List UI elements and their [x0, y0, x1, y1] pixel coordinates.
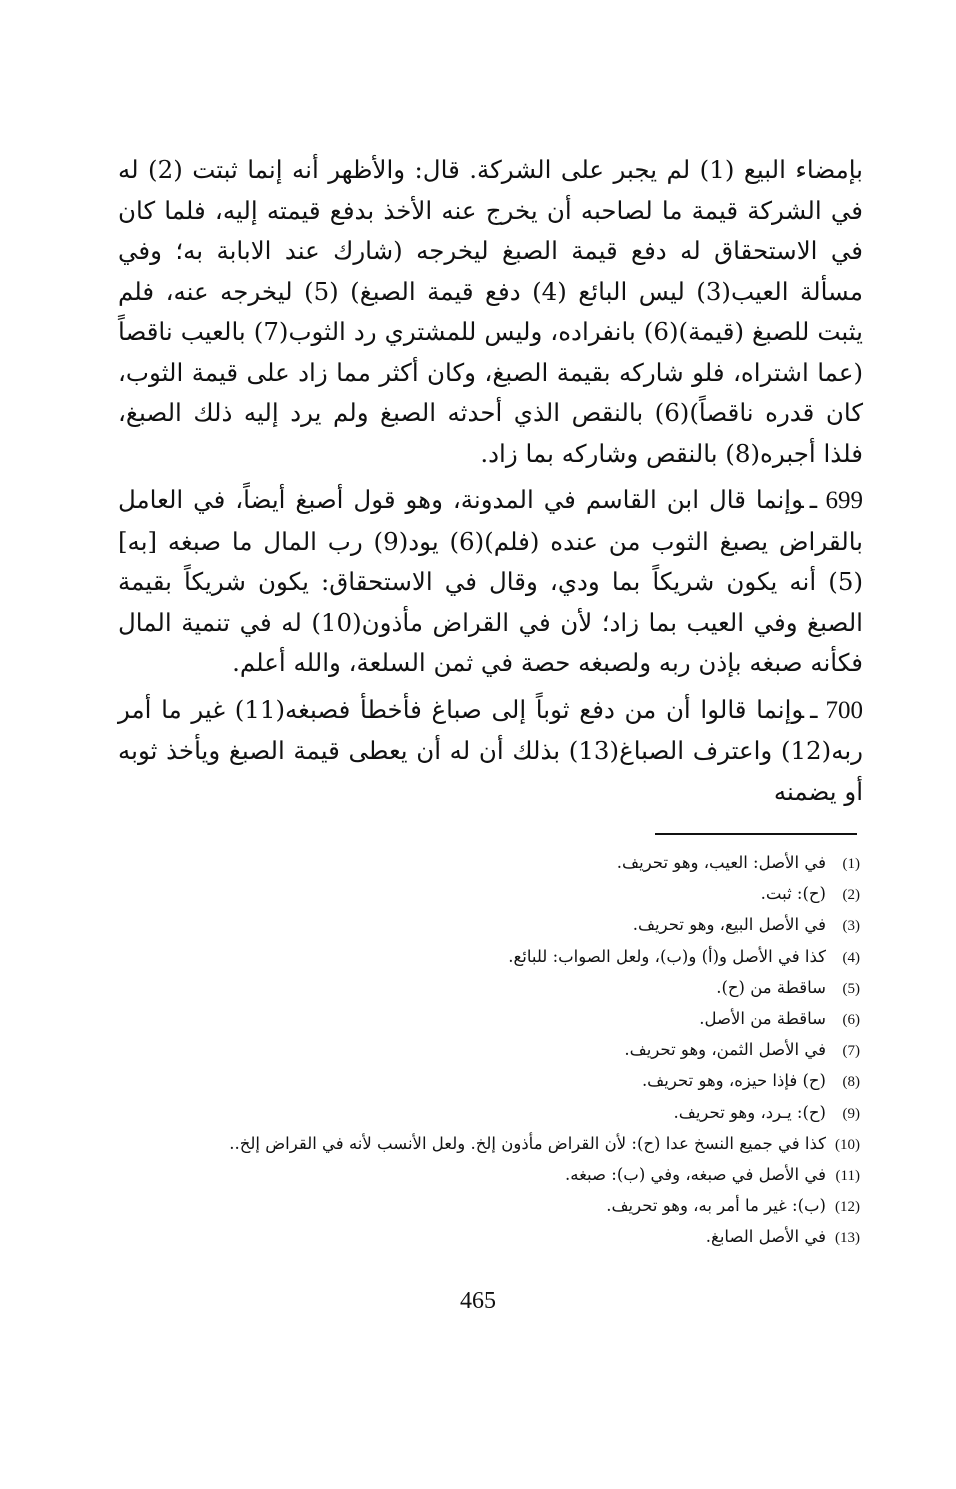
footnote	[100, 973, 860, 1004]
footnote-text: ساقطة من (ح).	[716, 977, 826, 997]
footnote	[100, 879, 860, 910]
footnote-text: في الأصل في صبغه، وفي (ب): صبغه.	[565, 1165, 826, 1185]
footnote	[100, 1160, 860, 1191]
footnote	[100, 1191, 860, 1222]
paragraph-text: وإنما قال ابن القاسم في المدونة، وهو قول أصبغ أيضاً، في العامل بالقراض يصبغ الثوب من عنده (فلم)(6) يود(9) رب المال ما صبغه [به](5) أنه يكون شريكاً بما ودي، وقال في الاستحقاق: يكون شريكاً بقيمة الصبغ وفي العيب بما زاد؛ لأن في القراض مأذون(10) له في تنمية المال فكأنه صبغه بإذن ربه ولصبغه حصة في ثمن السلعة، والله أعلم.	[118, 485, 863, 677]
paragraph-number: 699 ـ	[809, 487, 863, 514]
footnote-text: (ح): يـرد، وهو تحريف.	[673, 1102, 826, 1122]
paragraph-number: 700 ـ	[810, 696, 863, 724]
footnote-text: (ب): غير ما أمر به، وهو تحريف.	[606, 1196, 826, 1216]
footnote-text: (ح): ثبت.	[760, 884, 826, 904]
footnote-number: (12)	[835, 1199, 860, 1216]
paragraph-text: وإنما قالوا أن من دفع ثوباً إلى صباغ فأخطأ فصبغه(11) غير ما أمر ربه(12) واعترف الصباغ(13) بذلك أن له أن يعطى قيمة الصبغ ويأخذ ثوبه أو يضمنه	[118, 694, 863, 806]
footnote-text: كذا في جميع النسخ عدا (ح): لأن القراض مأذون إلخ. ولعل الأنسب لأنه في القراض إلخ..	[229, 1133, 826, 1153]
footnote	[100, 1098, 860, 1129]
footnote	[100, 1066, 860, 1097]
paragraph-text: بإمضاء البيع (1) لم يجبر على الشركة. قال: والأظهر أنه إنما ثبتت (2) له في الشركة قيمة ما لصاحبه أن يخرج عنه الأخذ بدفع قيمته إليه، فلما كان في الاستحقاق له دفع قيمة الصبغ ليخرجه (شارك عند الابابة به؛ وفي مسألة العيب(3) ليس البائع (4) دفع قيمة الصبغ) (5) ليخرجه عنه، فلم يثبت للصبغ (قيمة)(6) بانفراده، وليس للمشتري رد الثوب(7) بالعيب ناقصاً (عما اشتراه، فلو شاركه بقيمة الصبغ، وكان أكثر مما زاد على قيمة الثوب، كان قدره ناقصاً)(6) بالنقص الذي أحدثه الصبغ ولم يرد إليه ذلك الصبغ، فلذا أجبره(8) بالنقص وشاركه بما زاد.	[118, 155, 864, 468]
footnotes-list	[100, 848, 860, 1254]
footnote-number: (1)	[842, 856, 860, 872]
footnote-number: (9)	[842, 1105, 860, 1122]
footnote-text: في الأصل البيع، وهو تحريف.	[632, 915, 826, 935]
footnote-number: (3)	[842, 918, 860, 935]
footnote	[100, 1035, 860, 1066]
footnote-separator	[655, 833, 857, 835]
footnote-number: (7)	[842, 1043, 860, 1060]
footnote-number: (4)	[842, 949, 860, 966]
paragraph-699	[118, 480, 863, 684]
footnote-number: (11)	[835, 1168, 860, 1185]
footnote	[100, 910, 860, 941]
footnote-text: كذا في الأصل و(أ) و(ب)، ولعل الصواب: للبائع.	[508, 946, 826, 966]
footnote	[100, 1129, 860, 1160]
footnote-number: (5)	[842, 980, 860, 997]
footnote-text: في الأصل الثمن، وهو تحريف.	[624, 1040, 826, 1060]
footnote-text: في الأصل: العيب، وهو تحريف.	[616, 853, 826, 872]
page-number: 465	[460, 1288, 496, 1314]
footnote-number: (10)	[835, 1136, 860, 1153]
footnote	[100, 1222, 860, 1253]
main-text	[118, 150, 863, 812]
footnote-text: (ح) فإذا حيزه، وهو تحريف.	[641, 1071, 826, 1091]
paragraph-700	[118, 690, 863, 813]
footnote-number: (8)	[842, 1074, 860, 1091]
footnote-text: في الأصل الصابغ.	[705, 1227, 826, 1247]
paragraph-continuation	[118, 150, 863, 474]
footnote	[100, 1004, 860, 1035]
footnote-number: (6)	[842, 1012, 860, 1029]
footnote	[100, 942, 860, 973]
footnote-number: (2)	[842, 887, 860, 904]
footnote-number: (13)	[835, 1230, 860, 1247]
footnote-text: ساقطة من الأصل.	[699, 1009, 826, 1029]
footnote	[100, 848, 860, 879]
